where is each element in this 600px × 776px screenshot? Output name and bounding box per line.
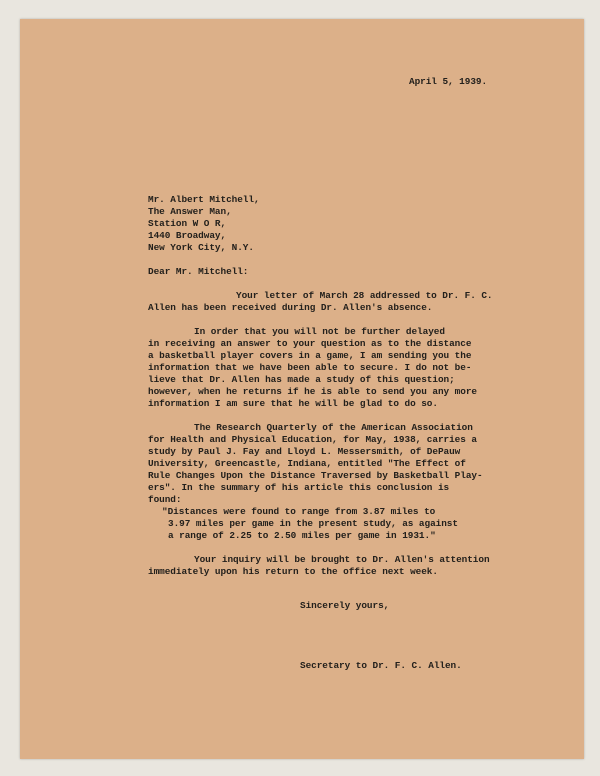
paragraph-line: however, when he returns if he is able to send you any more — [148, 386, 477, 397]
paragraph-line: Your inquiry will be brought to Dr. Allen's attention — [194, 554, 490, 565]
paragraph-line: ers". In the summary of his article this conclusion is — [148, 482, 450, 493]
salutation: Dear Mr. Mitchell: — [148, 266, 249, 277]
paragraph-line: in receiving an answer to your question as to the distance — [148, 338, 472, 349]
paragraph-line: information I am sure that he will be glad to do so. — [148, 398, 438, 409]
paragraph-line: found: — [148, 494, 182, 505]
paragraph-line: Allen has been received during Dr. Allen's absence. — [148, 302, 433, 313]
paragraph-line: Rule Changes Upon the Distance Traversed by Basketball Play- — [148, 470, 483, 481]
address-line: Station W O R, — [148, 218, 227, 229]
paragraph-line: The Research Quarterly of the American Association — [194, 422, 473, 433]
paragraph-line: University, Greencastle, Indiana, entitled "The Effect of — [148, 458, 466, 469]
signature-line: Secretary to Dr. F. C. Allen. — [300, 660, 462, 671]
address-line: Mr. Albert Mitchell, — [148, 194, 260, 205]
address-line: New York City, N.Y. — [148, 242, 254, 253]
complimentary-close: Sincerely yours, — [300, 600, 390, 611]
address-line: 1440 Broadway, — [148, 230, 227, 241]
paragraph-line: information that we have been able to secure. I do not be- — [148, 362, 472, 373]
paragraph-line: a basketball player covers in a game, I am sending you the — [148, 350, 472, 361]
letter-page — [20, 19, 584, 759]
quote-line: a range of 2.25 to 2.50 miles per game in 1931." — [168, 530, 436, 541]
address-line: The Answer Man, — [148, 206, 232, 217]
paragraph-line: immediately upon his return to the office next week. — [148, 566, 438, 577]
quote-line: "Distances were found to range from 3.87 miles to — [162, 506, 436, 517]
quote-line: 3.97 miles per game in the present study, as against — [168, 518, 458, 529]
paragraph-line: study by Paul J. Fay and Lloyd L. Messersmith, of DePauw — [148, 446, 461, 457]
letter-date: April 5, 1939. — [409, 76, 488, 87]
paragraph-line: for Health and Physical Education, for May, 1938, carries a — [148, 434, 477, 445]
paragraph-line: Your letter of March 28 addressed to Dr. F. C. — [236, 290, 493, 301]
paragraph-line: In order that you will not be further delayed — [194, 326, 445, 337]
paragraph-line: lieve that Dr. Allen has made a study of this question; — [148, 374, 455, 385]
